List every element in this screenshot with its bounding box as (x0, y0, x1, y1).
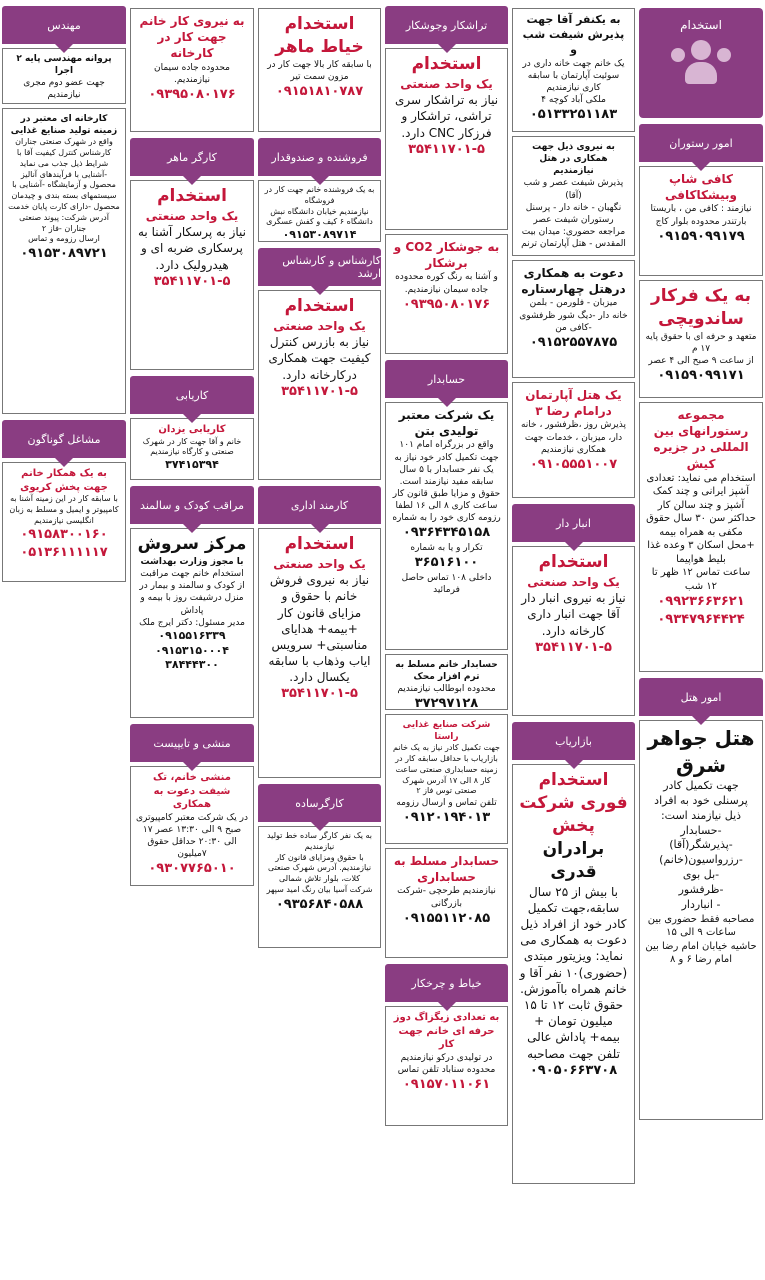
ad-title: به نیروی کار خانم جهت کار در کارخانه (139, 14, 245, 61)
ad-phone: ۰۹۱۵۵۱۶۳۳۹ (158, 628, 226, 642)
ad-subtitle: برادران قدری (542, 838, 605, 882)
section-header-secretary: منشی و تایپیست (130, 724, 254, 762)
ad-phone: ۳۵۴۱۱۷۰۱-۵ (281, 383, 358, 399)
ad-body: مدیر مسئول: دکتر ایرج ملک (139, 617, 245, 628)
ad-hotel-javaher (639, 720, 763, 1120)
ad-body: آدرس شرکت: پیوند صنعتی جناران -فاز ۲ (19, 212, 109, 233)
section-header-tailor: خیاط و چرخکار (385, 964, 508, 1002)
ad-body: نگهبان - خانه دار - پرسنل رستوران شیفت عصر (525, 202, 622, 225)
ad-title: کاریابی یزدان (158, 424, 226, 435)
ad-body: تلفن تماس و ارسال رزومه (396, 798, 497, 809)
ad-subtitle: با مجوز وزارت بهداشت (140, 556, 244, 567)
ad-body: خانم و آقا جهت کار در شهرک صنعتی و کارگاه نیازمندیم (142, 436, 242, 457)
ad-sandwich (639, 280, 763, 398)
ad-title: استخدام خیاط ماهر (275, 14, 364, 57)
ad-phone (8, 102, 120, 104)
ad-item: -ظرفشور (678, 882, 724, 896)
ad-title: استخدام (411, 54, 482, 74)
section-header-accountant: حسابدار (385, 360, 508, 398)
ad-title: دعوت به همکاری درهتل چهارستاره (521, 266, 626, 297)
ad-phone: ۰۹۱۵۹۰۹۹۱۷۹ (657, 228, 745, 244)
ad-body: پذیرش روز ،ظرفشور ، خانه دار، میزبان ، خدمات جهت همکاری نیازمندیم (520, 420, 627, 455)
ad-phone: ۰۹۳۹۵۰۸۰۱۷۶ (402, 296, 491, 312)
ad-hotel-apartment (512, 382, 635, 498)
ad-body: نیاز به نیروی انبار دار آقا جهت انبار داری کارخانه دارد. (521, 591, 626, 638)
ad-body: مراجعه حضوری: میدان بیت المقدس - هتل آپارتمان ترنم (521, 226, 626, 250)
ad-phone: ۰۵۱۳۶۱۱۱۱۱۷ (20, 544, 108, 560)
ad-warehouse (512, 546, 635, 716)
ad-body: ساعت کاری ۸ الی ۱۶ لطفا رزومه کاری خود را به شماره (392, 501, 501, 524)
ad-simple-laborer (258, 826, 381, 948)
ad-body: واقع در بزرگراه امام ۱۰۱ جهت تکمیل کادر خود نیاز به یک نفر حسابدار با ۵ سال سابقه مفید نیازمند است. حقوق و مزایا طبق قانون کار (392, 440, 501, 499)
ad-press-operator (130, 180, 254, 370)
ad-food-factory-qc (2, 108, 126, 414)
ad-title: کافی شاپ وبیشکاکافی (664, 172, 738, 203)
ad-body: یک خانم جهت خانه داری در سوئیت آپارتمان با سابقه کاری نیازمندیم (522, 58, 625, 93)
ad-body: میزبان - فلورمن - بلمن (529, 298, 618, 309)
ad-title: به یک فرکار ساندویچی (650, 286, 752, 329)
section-header-hotel: امور هتل (639, 678, 763, 716)
ad-phone: ۰۹۰۵۰۶۶۳۷۰۸ (529, 1062, 618, 1078)
ad-title: استخدام (284, 296, 355, 316)
ad-body: پذیرش شیفت عصر و شب (آقا) (523, 178, 624, 201)
section-header-seller: فروشنده و صندوقدار (258, 138, 381, 176)
ad-body: محدوده ابوطالب نیازمندیم (397, 684, 496, 695)
ad-item: - انباردار (681, 897, 721, 911)
ad-phone: ۰۹۳۴۷۹۶۴۴۲۴ (657, 611, 745, 627)
ad-courier-woman (2, 462, 126, 582)
ad-title: کارخانه ای معتبر در زمینه تولید صنایع غذایی (10, 114, 118, 137)
ad-title: حسابدار مسلط به حسابداری (393, 854, 500, 885)
section-header-caregiver: مراقب کودک و سالمند (130, 486, 254, 524)
ad-body: جهت عضو دوم مجری نیازمندیم (23, 78, 105, 101)
ad-co2-welder (385, 234, 508, 354)
section-header-laborer: کارگرساده (258, 784, 381, 822)
column-3 (383, 0, 510, 1280)
ad-shop-seller (258, 180, 381, 242)
ad-body: نیاز به پرسکار آشنا به پرسکاری ضربه ای و هیدرولیک دارد. (138, 225, 246, 272)
section-header-engineer: مهندس (2, 6, 126, 44)
ad-secretary (130, 766, 254, 886)
section-header-expert: کارشناس و کارشناس ارشد (258, 248, 381, 286)
ad-body: تکرار و یا به شماره (410, 542, 483, 553)
ad-food-industry (385, 714, 508, 844)
ad-sales-woman (258, 528, 381, 778)
ad-phone: ۰۹۱۵۹۰۹۹۱۷۱ (657, 368, 745, 384)
section-header-skilled-worker: کارگر ماهر (130, 138, 254, 176)
ad-quality-inspector (258, 290, 381, 480)
ad-body: نیاز به نیروی فروش خانم با حقوق و مزایای قانون کار +بیمه+ هدایای مناسبتی+ سرویس ایاب وذهاب با سابقه یکسال دارد. (268, 573, 371, 685)
ad-body: حاشیه خیابان امام رضا بین امام رضا ۶ و ۸ (645, 940, 757, 966)
ad-body: داخلی ۱۰۸ تماس حاصل فرمائید (401, 572, 492, 595)
ad-body: نیاز به تراشکار سری تراشی، تراشکار و فرزکار CNC دارد. (394, 93, 499, 140)
ad-body: در یک شرکت معتبر کامپیوتری صبح ۹ الی ۱۳:۳۰ عصر ۱۷ الی ۲۰:۳۰ حداقل حقوق ۷میلیون (136, 812, 248, 859)
ad-phone: ۰۹۱۵۳۰۸۹۷۱۴ (282, 228, 357, 242)
ad-phone: ۰۹۱۵۳۰۸۹۷۲۱ (20, 246, 108, 262)
ad-body: جهت تکمیل کادر نیاز به یک خانم بازاریاب با حداقل سابقه کار در زمینه حسابداری صنعتی ساعت کار ۸ الی ۱۷ آدرس شهرک صنعتی توس فاز ۲ (393, 743, 500, 796)
ad-body: استخدام خانم جهت مراقبت از کودک و سالمند و بیمار در منزل درشیفت روز با بیمه و پاداش (139, 569, 245, 616)
ad-title: مرکز سروش (137, 534, 247, 554)
ad-body: بارتندر محدوده بلوار کاج (655, 216, 747, 227)
ad-kish-restaurants (639, 402, 763, 672)
ad-body: با سابقه کار در این زمینه آشنا به کامپیوتر و ایمیل و مسلط به زبان انگلیسی نیازمندیم (9, 494, 119, 525)
ad-body: با حقوق ومزایای قانون کار نیازمندیم. آدرس شهرک صنعتی کلات، بلوار تلاش شمالی (267, 852, 372, 884)
column-5 (128, 0, 256, 1280)
ad-title: یک هتل آپارتمان درامام رضا ۳ (525, 388, 622, 419)
ad-body: نیازمندیم طرحچی -شرکت بازرگانی (397, 886, 496, 909)
ad-title: منشی خانم، تک شیفت دعوت به همکاری (153, 772, 231, 810)
ad-engineering-license (2, 48, 126, 104)
ad-body: محدوده جاده سیمان نیازمندیم. (154, 62, 230, 85)
column-4 (256, 0, 383, 1280)
section-header-various-jobs: مشاغل گوناگون (2, 420, 126, 458)
ad-body: از ساعت ۹ صبح الی ۴ عصر (648, 356, 754, 367)
ad-factory-woman (130, 8, 254, 132)
ad-phone: ۰۹۹۲۳۶۶۳۶۲۱ (657, 594, 745, 610)
ad-zigzag-sewer (385, 1006, 508, 1126)
ad-subtitle: یک واحد صنعتی (273, 318, 366, 333)
ad-subtitle: یک واحد صنعتی (273, 556, 366, 571)
ad-body: مصاحبه فقط حضوری بین ساعات ۹ الی ۱۵ (647, 913, 755, 939)
ad-concrete-company (385, 402, 508, 650)
ad-phone: ۰۹۱۵۲۵۵۷۸۷۵ (529, 334, 618, 350)
section-header-office: کارمند اداری (258, 486, 381, 524)
ad-phone: ۳۸۴۴۴۳۰۰ (165, 658, 219, 672)
section-header-turner-welder: تراشکار وجوشکار (385, 6, 508, 44)
ad-item: -پذیرشگر(آقا) (669, 838, 733, 852)
ad-body: خانه دار -دیگ شور ظرفشوی -کافی من (519, 310, 628, 333)
ad-suite-reception (512, 8, 635, 132)
ad-phone: ۳۷۴۱۵۳۹۴ (165, 458, 219, 472)
ad-title: به یکنفر آقا جهت پذیرش شیفت شب و (522, 13, 625, 56)
section-header-warehouse: انبار دار (512, 504, 635, 542)
ad-body: نیازمند : کافی من ، باریستا (650, 204, 752, 215)
ad-subtitle: یک واحد صنعتی (400, 76, 493, 91)
ad-body: واقع در شهرک صنعتی جناران کارشناس کنترل کیفیت آقا با شرایط ذیل جذب می نماید -آشنایی با فرآیندهای آنالیز محصول و آزمایشگاه -آشنایی با سیستمهای بسته بندی و چیدمان محصول -دارای کارت پایان خدمت (8, 137, 120, 212)
ad-title: استخدام (538, 552, 609, 572)
ad-phone: ۰۹۱۵۵۱۱۲۰۸۵ (402, 910, 491, 926)
ad-body: جهت تکمیل کادر پرسنلی خود به افراد ذیل نیازمند است: (654, 779, 748, 822)
ad-body: نیاز به بازرس کنترل کیفیت جهت همکاری درکارخانه دارد. (268, 335, 371, 382)
ad-phone: ۳۵۴۱۱۷۰۱-۵ (153, 273, 231, 289)
ad-cnc-turner (385, 48, 508, 230)
ad-phone: ۰۹۳۵۶۸۴۰۵۸۸ (275, 896, 364, 912)
ad-cafe (639, 166, 763, 276)
ad-phone: ۰۹۱۲۰۱۹۴۰۱۳ (402, 810, 491, 826)
ad-soroush-center (130, 528, 254, 718)
ad-four-star-hotel (512, 260, 635, 378)
ad-body: ارسال رزومه و تماس (28, 234, 100, 244)
column-1 (637, 0, 765, 1280)
ad-phone: ۰۹۱۵۳۱۵۰۰۰۴ (155, 643, 229, 657)
ad-body: استخدام می نماید: تعدادی آشپز ایرانی و چند کمک آشپز و چند سالن کار (646, 472, 756, 511)
ad-title: شرکت صنایع غذایی راستا (402, 720, 491, 743)
ad-phone: ۳۵۴۱۱۷۰۱-۵ (535, 639, 612, 655)
estekhdam-logo (639, 8, 763, 118)
ad-body: ساعت تماس ۱۲ ظهر تا ۱۲ شب (651, 567, 751, 592)
ad-phone: ۳۵۴۱۱۷۰۱-۵ (281, 686, 358, 702)
ad-body: شرکت آسیا بیان رنگ امید سپهر (266, 884, 373, 894)
ad-title: به یک فروشنده خانم جهت کار در فروشگاه (264, 185, 375, 205)
ad-body: ملکی آباد کوچه ۴ (541, 94, 606, 105)
ad-phone: ۳۶۵۱۶۱۰۰ (414, 555, 479, 571)
ad-phone: ۰۹۱۵۸۳۰۰۱۶۰ (20, 527, 108, 543)
section-header-marketer: بازاریاب (512, 722, 635, 760)
column-2 (510, 0, 637, 1280)
ad-title: استخدام (284, 534, 355, 554)
ad-body: با سابقه کار بالا جهت کار در مزون سمت تیر (267, 59, 372, 83)
ad-body: با بیش از ۲۵ سال سابقه،جهت تکمیل کادر خود از افراد ذیل دعوت به همکاری می نماید: ویزیتور مبتدی (حضوری)۱۰ نفر آقا و خانم همراه باآموزش. (519, 884, 628, 996)
ad-accountant-mahak (385, 654, 508, 710)
ad-expert-accountant (385, 848, 508, 958)
ad-hotel-staff (512, 136, 635, 256)
ad-phone: ۳۵۴۱۱۷۰۱-۵ (408, 141, 485, 157)
ad-title: به یک نفر کارگر ساده خط تولید نیازمندیم (266, 831, 373, 851)
ad-title: مجموعه رستورانهای بین المللی در جزیره کیش (653, 408, 749, 471)
ad-body: و آشنا به رنگ کوره محدوده جاده سیمان نیازمندیم. (395, 272, 498, 295)
logo-title: استخدام (680, 18, 722, 32)
ad-title: یک شرکت معتبر تولیدی بتن (398, 408, 495, 439)
ad-phone: ۰۹۳۶۴۳۴۵۱۵۸ (402, 525, 491, 541)
ad-body: متعهد و حرفه ای با حقوق پایه ۱۷ م (645, 331, 757, 355)
people-icon (671, 40, 731, 88)
ad-item: -بل بوی (682, 868, 720, 882)
section-header-employment-agency: کاریابی (130, 376, 254, 414)
ad-title: پروانه مهندسی پایه ۲ اجرا (16, 54, 112, 77)
ad-body: نیازمندیم خیابان دانشگاه نبش دانشگاه ۶ کیف و کفش عسگری (266, 206, 373, 227)
ad-title: استخدام فوری شرکت پخش (519, 770, 628, 836)
ad-phone: ۰۹۱۰۵۵۵۱۰۰۷ (529, 456, 618, 472)
ad-title: حسابدار خانم مسلط به ترم افزار محک (395, 660, 498, 683)
ad-phone: ۰۹۳۹۵۰۸۰۱۷۶ (148, 86, 236, 102)
ad-item: -رزرواسیون(خانم) (659, 853, 743, 867)
ad-phone: ۰۹۱۵۱۸۱۰۷۸۷ (275, 84, 364, 100)
ad-body: حقوق ثابت ۱۲ تا ۱۵ میلیون تومان + بیمه+ پاداش عالی تلفن جهت مصاحبه (523, 998, 624, 1061)
section-header-restaurant: امور رستوران (639, 124, 763, 162)
ad-yazdan-agency (130, 418, 254, 480)
ad-subtitle: یک واحد صنعتی (145, 208, 239, 223)
ad-item: -حسابدار (680, 823, 722, 837)
ad-title: استخدام (157, 186, 227, 206)
ad-title: به یک همکار خانم جهت پخش کریوی (20, 468, 108, 493)
ad-body: حداکثر سن ۳۰ سال حقوق مکفی به همراه بیمه +محل اسکان ۳ وعده غذا بلیط هواپیما (646, 513, 756, 565)
ad-phone: ۳۷۲۹۷۱۲۸ (414, 696, 479, 710)
ad-phone: ۰۵۱۳۳۲۵۱۱۸۳ (529, 107, 618, 123)
column-6 (0, 0, 128, 1280)
ad-phone: ۰۹۳۰۷۷۶۵۰۱۰ (148, 861, 236, 877)
ad-skilled-tailor (258, 8, 381, 132)
ad-ghadri-distribution (512, 764, 635, 1184)
ad-title: به نیروی ذیل جهت همکاری در هتل نیازمندیم (532, 142, 615, 177)
ad-body: در تولیدی درکو نیازمندیم محدوده سناباد تلفن تماس (397, 1052, 496, 1075)
ad-title: هتل جواهر شرق (647, 726, 755, 777)
ad-phone: ۰۹۱۵۷۰۱۱۰۶۱ (402, 1076, 491, 1092)
ad-subtitle: یک واحد صنعتی (527, 574, 620, 589)
ad-title: به تعدادی زیگزاگ دوز حرفه ای خانم جهت کار (393, 1012, 500, 1050)
ad-title: به جوشکار CO2 و برشکار (393, 240, 500, 271)
